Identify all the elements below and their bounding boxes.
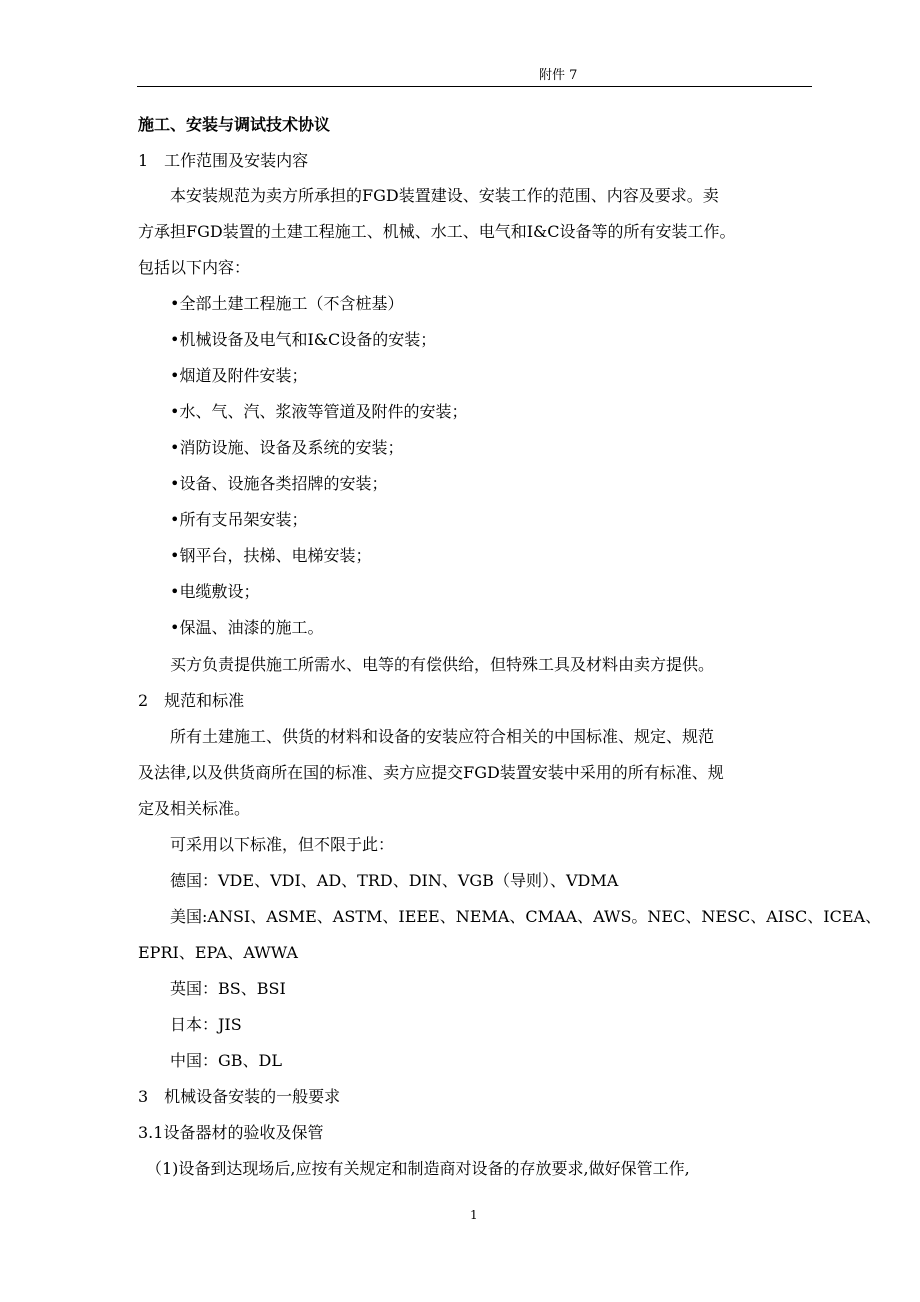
paragraph-line: 及法律,以及供货商所在国的标准、卖方应提交FGD装置安装中采用的所有标准、规 [138,763,724,782]
list-item: •机械设备及电气和I&C设备的安装； [138,330,437,349]
standards-line: 德国：VDE、VDI、AD、TRD、DIN、VGB（导则）、VDMA [138,871,619,890]
paragraph-line: 本安装规范为卖方所承担的FGD装置建设、安装工作的范围、内容及要求。卖 [138,186,719,205]
subsection-3-1-heading: 3.1设备器材的验收及保管 [138,1123,324,1142]
list-item: •水、气、汽、浆液等管道及附件的安装； [138,402,468,421]
list-item: •保温、油漆的施工。 [138,618,324,637]
standards-line: 英国：BS、BSI [138,979,286,998]
standards-line: 中国：GB、DL [138,1051,282,1070]
standards-line: 美国:ANSI、ASME、ASTM、IEEE、NEMA、CMAA、AWS。NEC、NESC、AISC、ICEA、 [138,907,882,926]
paragraph-line: （1)设备到达现场后,应按有关规定和制造商对设备的存放要求,做好保管工作, [138,1159,690,1178]
header-rule [137,86,812,87]
paragraph-line: 可采用以下标准，但不限于此： [138,835,395,854]
section-1-heading: 1 工作范围及安装内容 [138,151,309,170]
section-3-heading: 3 机械设备安装的一般要求 [138,1087,341,1106]
paragraph-line: 买方负责提供施工所需水、电等的有偿供给，但特殊工具及材料由卖方提供。 [138,655,715,674]
list-item: •钢平台，扶梯、电梯安装； [138,546,372,565]
standards-line: 日本：JIS [138,1015,242,1034]
list-item: •烟道及附件安装； [138,366,308,385]
list-item: •所有支吊架安装； [138,510,308,529]
paragraph-line: 方承担FGD装置的土建工程施工、机械、水工、电气和I&C设备等的所有安装工作。 [138,222,736,241]
paragraph-line: 所有土建施工、供货的材料和设备的安装应符合相关的中国标准、规定、规范 [138,727,715,746]
attachment-label: 附件 7 [539,68,578,83]
document-title: 施工、安装与调试技术协议 [138,115,331,134]
page-number: 1 [470,1208,478,1222]
paragraph-line: 定及相关标准。 [138,799,251,818]
paragraph-line: 包括以下内容： [138,258,251,277]
standards-line: EPRI、EPA、AWWA [138,943,298,962]
section-2-heading: 2 规范和标准 [138,691,245,710]
list-item: •设备、设施各类招牌的安装； [138,474,388,493]
list-item: •消防设施、设备及系统的安装； [138,438,404,457]
list-item: •电缆敷设； [138,582,260,601]
list-item: •全部土建工程施工（不含桩基） [138,294,404,313]
